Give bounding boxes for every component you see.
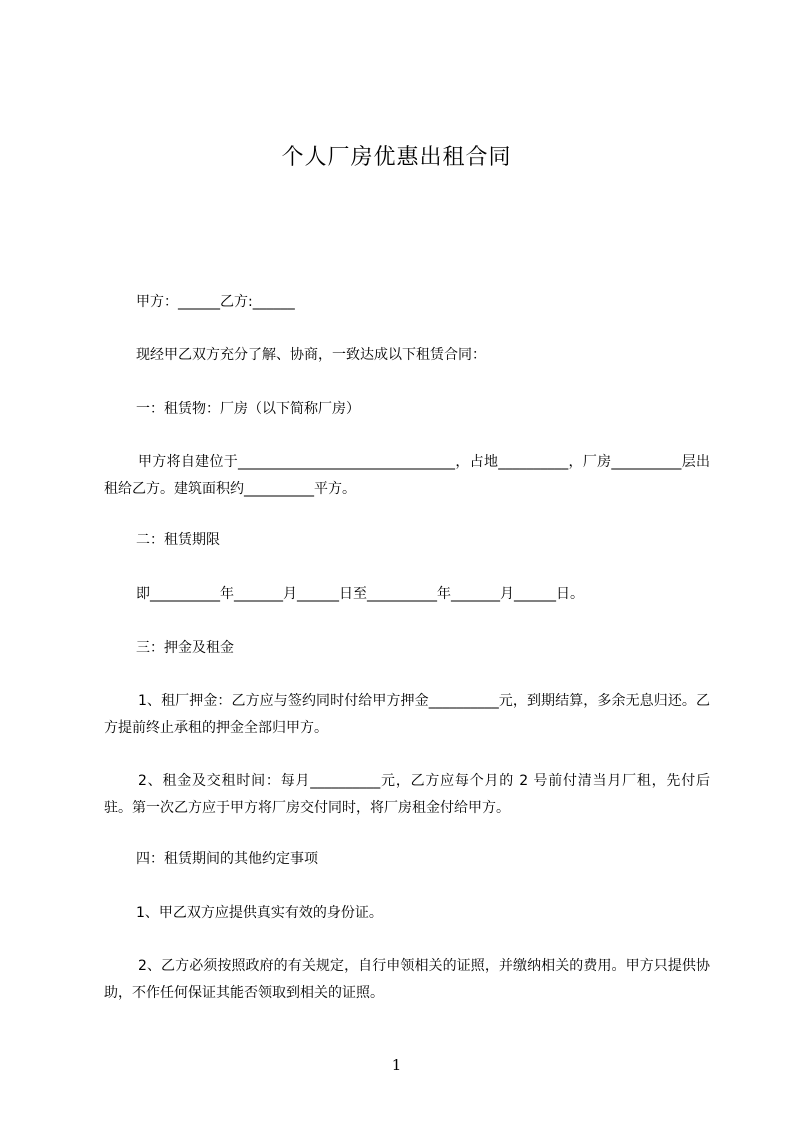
- section3-heading: 三：押金及租金: [136, 640, 234, 656]
- document-title: 个人厂房优惠出租合同: [281, 145, 512, 170]
- section4-item1-paragraph: 1、甲乙双方应提供真实有效的身份证。: [136, 905, 383, 921]
- section1-heading: 一：租赁物：厂房（以下简称厂房）: [136, 401, 360, 417]
- intro-paragraph: 现经甲乙双方充分了解、协商，一致达成以下租赁合同：: [136, 347, 486, 363]
- section1-paragraph: 甲方将自建位于_______________________________，占地__________，厂房__________层出租给乙方。建筑面积约__________平方。: [104, 454, 710, 497]
- section3-item2-paragraph: 2、租金及交租时间：每月__________元，乙方应每个月的 2 号前付清当月厂租，先付后驻。第一次乙方应于甲方将厂房交付同时，将厂房租金付给甲方。: [104, 773, 710, 816]
- parties-line: 甲方：______乙方:______: [136, 294, 295, 310]
- section2-paragraph: 即__________年_______月______日至__________年_______月______日。: [136, 586, 584, 602]
- section2-heading: 二：租赁期限: [136, 532, 220, 548]
- section4-item2-paragraph: 2、乙方必须按照政府的有关规定，自行申领相关的证照，并缴纳相关的费用。甲方只提供协助，不作任何保证其能否领取到相关的证照。: [104, 958, 710, 1001]
- page-number: 1: [391, 1056, 402, 1074]
- section3-item1-paragraph: 1、租厂押金：乙方应与签约同时付给甲方押金__________元，到期结算，多余无息归还。乙方提前终止承租的押金全部归甲方。: [104, 693, 710, 736]
- section4-heading: 四：租赁期间的其他约定事项: [136, 851, 318, 867]
